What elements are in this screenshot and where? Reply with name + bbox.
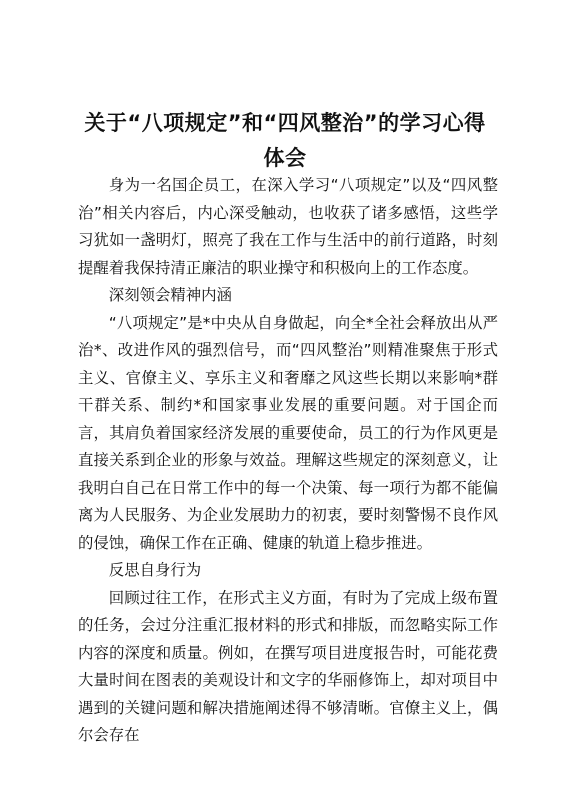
document-body xyxy=(78,172,498,750)
section-heading: 深刻领会精神内涵 xyxy=(108,286,232,304)
body-paragraph: “八项规定”是*中央从自身做起，向全*全社会释放出从严治*、改进作风的强烈信号，而“四风整治”则精准聚焦于形式主义、官僚主义、享乐主义和奢靡之风这些长期以来影响*群干群关系、制约*和国家事业发展的重要问题。对于国企而言，其肩负着国家经济发展的重要使命，员工的行为作风更是直接关系到企业的形象与效益。理解这些规定的深刻意义，让我明白自己在日常工作中的每一个决策、每一项行为都不能偏离为人民服务、为企业发展助力的初衷，要时刻警惕不良作风的侵蚀，确保工作在正确、健康的轨道上稳步推进。 xyxy=(78,313,498,552)
document-title-line-1: 关于“八项规定”和“四风整治”的学习心得 xyxy=(84,111,486,135)
document-title-line-2: 体会 xyxy=(263,146,307,170)
body-paragraph: 回顾过往工作，在形式主义方面，有时为了完成上级布置的任务，会过分注重汇报材料的形式和排版，而忽略实际工作内容的深度和质量。例如，在撰写项目进度报告时，可能花费大量时间在图表的美观设计和文字的华丽修饰上，却对项目中遇到的关键问题和解决措施阐述得不够清晰。官僚主义上，偶尔会存在 xyxy=(78,588,498,744)
section-heading: 反思自身行为 xyxy=(108,561,202,579)
body-paragraph: 身为一名国企员工，在深入学习“八项规定”以及“四风整治”相关内容后，内心深受触动，也收获了诸多感悟，这些学习犹如一盏明灯，照亮了我在工作与生活中的前行道路，时刻提醒着我保持清正廉洁的职业操守和积极向上的工作态度。 xyxy=(78,176,498,277)
